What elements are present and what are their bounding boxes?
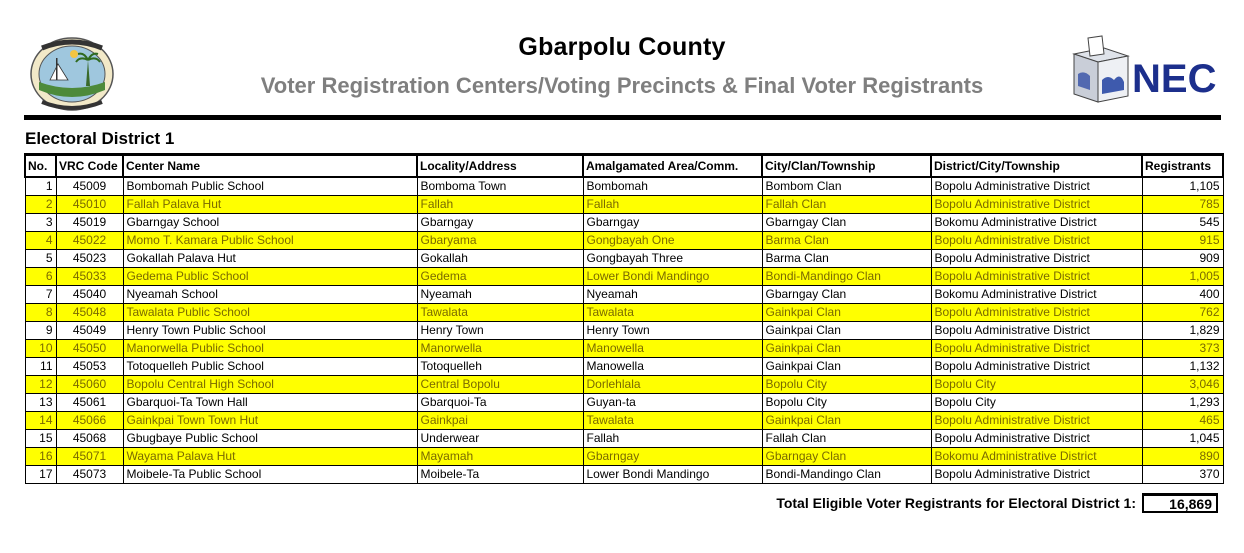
row-registrants: 373: [1142, 340, 1223, 358]
row-amalgamated-area: Fallah: [583, 430, 762, 448]
row-vrc-code: 45073: [56, 466, 123, 484]
row-amalgamated-area: Gbarngay: [583, 448, 762, 466]
col-header-locality: Locality/Address: [417, 155, 583, 178]
row-clan: Gbarngay Clan: [762, 286, 931, 304]
row-clan: Gainkpai Clan: [762, 412, 931, 430]
row-center-name: Bopolu Central High School: [123, 376, 417, 394]
row-registrants: 3,046: [1142, 376, 1223, 394]
row-locality: Gedema: [417, 268, 583, 286]
row-registrants: 1,105: [1142, 177, 1223, 196]
table-row: [25, 448, 1223, 466]
table-row: [25, 232, 1223, 250]
row-district: Bopolu Administrative District: [931, 412, 1142, 430]
col-header-vrc-code: VRC Code: [56, 155, 123, 178]
col-header-amalgamated-area: Amalgamated Area/Comm.: [583, 155, 762, 178]
table-row: [25, 196, 1223, 214]
row-vrc-code: 45049: [56, 322, 123, 340]
row-vrc-code: 45066: [56, 412, 123, 430]
row-center-name: Manorwella Public School: [123, 340, 417, 358]
row-district: Bopolu Administrative District: [931, 322, 1142, 340]
row-center-name: Gedema Public School: [123, 268, 417, 286]
row-clan: Fallah Clan: [762, 430, 931, 448]
table-row: [25, 304, 1223, 322]
row-amalgamated-area: Lower Bondi Mandingo: [583, 466, 762, 484]
col-header-center-name: Center Name: [123, 155, 417, 178]
row-center-name: Fallah Palava Hut: [123, 196, 417, 214]
row-center-name: Henry Town Public School: [123, 322, 417, 340]
row-locality: Gainkpai: [417, 412, 583, 430]
row-registrants: 465: [1142, 412, 1223, 430]
row-locality: Totoquelleh: [417, 358, 583, 376]
row-clan: Fallah Clan: [762, 196, 931, 214]
row-no: 14: [25, 412, 56, 430]
row-amalgamated-area: Gongbayah Three: [583, 250, 762, 268]
table-row: [25, 177, 1223, 196]
row-amalgamated-area: Henry Town: [583, 322, 762, 340]
table-row: [25, 286, 1223, 304]
row-district: Bopolu Administrative District: [931, 358, 1142, 376]
nec-logo: [1068, 34, 1217, 106]
row-clan: Gainkpai Clan: [762, 358, 931, 376]
row-registrants: 1,293: [1142, 394, 1223, 412]
row-amalgamated-area: Gongbayah One: [583, 232, 762, 250]
row-clan: Gbarngay Clan: [762, 448, 931, 466]
row-clan: Barma Clan: [762, 250, 931, 268]
row-locality: Manorwella: [417, 340, 583, 358]
total-label: Total Eligible Voter Registrants for Electoral District 1:: [776, 495, 1136, 511]
row-no: 2: [25, 196, 56, 214]
row-registrants: 370: [1142, 466, 1223, 484]
row-no: 8: [25, 304, 56, 322]
row-amalgamated-area: Tawalata: [583, 304, 762, 322]
row-vrc-code: 45019: [56, 214, 123, 232]
table-row: [25, 376, 1223, 394]
table-row: [25, 412, 1223, 430]
row-amalgamated-area: Nyeamah: [583, 286, 762, 304]
row-locality: Gbaryama: [417, 232, 583, 250]
row-center-name: Gokallah Palava Hut: [123, 250, 417, 268]
row-center-name: Nyeamah School: [123, 286, 417, 304]
row-no: 12: [25, 376, 56, 394]
table-header-row: [25, 155, 1223, 178]
row-district: Bokomu Administrative District: [931, 448, 1142, 466]
row-clan: Bondi-Mandingo Clan: [762, 466, 931, 484]
row-district: Bopolu Administrative District: [931, 196, 1142, 214]
row-registrants: 890: [1142, 448, 1223, 466]
header-divider: [24, 115, 1221, 120]
row-amalgamated-area: Lower Bondi Mandingo: [583, 268, 762, 286]
row-district: Bopolu City: [931, 376, 1142, 394]
row-clan: Bondi-Mandingo Clan: [762, 268, 931, 286]
row-no: 1: [25, 177, 56, 196]
row-registrants: 545: [1142, 214, 1223, 232]
row-clan: Gainkpai Clan: [762, 322, 931, 340]
row-no: 9: [25, 322, 56, 340]
row-district: Bokomu Administrative District: [931, 286, 1142, 304]
row-locality: Central Bopolu: [417, 376, 583, 394]
row-amalgamated-area: Tawalata: [583, 412, 762, 430]
row-center-name: Bombomah Public School: [123, 177, 417, 196]
table-row: [25, 394, 1223, 412]
row-no: 13: [25, 394, 56, 412]
row-vrc-code: 45009: [56, 177, 123, 196]
row-district: Bopolu Administrative District: [931, 232, 1142, 250]
row-no: 7: [25, 286, 56, 304]
row-vrc-code: 45010: [56, 196, 123, 214]
row-registrants: 785: [1142, 196, 1223, 214]
row-amalgamated-area: Fallah: [583, 196, 762, 214]
row-district: Bopolu City: [931, 394, 1142, 412]
row-district: Bopolu Administrative District: [931, 304, 1142, 322]
table-row: [25, 322, 1223, 340]
county-title: Gbarpolu County: [518, 33, 726, 61]
row-locality: Tawalata: [417, 304, 583, 322]
row-center-name: Moibele-Ta Public School: [123, 466, 417, 484]
row-no: 10: [25, 340, 56, 358]
row-locality: Gbarquoi-Ta: [417, 394, 583, 412]
report-subtitle: Voter Registration Centers/Voting Precincts & Final Voter Registrants: [260, 73, 984, 98]
row-center-name: Totoquelleh Public School: [123, 358, 417, 376]
row-center-name: Momo T. Kamara Public School: [123, 232, 417, 250]
row-center-name: Gbugbaye Public School: [123, 430, 417, 448]
row-amalgamated-area: Manowella: [583, 340, 762, 358]
row-locality: Underwear: [417, 430, 583, 448]
row-registrants: 1,005: [1142, 268, 1223, 286]
row-registrants: 1,045: [1142, 430, 1223, 448]
row-center-name: Gbarquoi-Ta Town Hall: [123, 394, 417, 412]
district-title: Electoral District 1: [25, 129, 175, 148]
row-district: Bopolu Administrative District: [931, 268, 1142, 286]
row-no: 16: [25, 448, 56, 466]
row-district: Bopolu Administrative District: [931, 430, 1142, 448]
row-no: 11: [25, 358, 56, 376]
row-district: Bopolu Administrative District: [931, 466, 1142, 484]
row-vrc-code: 45060: [56, 376, 123, 394]
row-locality: Henry Town: [417, 322, 583, 340]
row-amalgamated-area: Bombomah: [583, 177, 762, 196]
row-vrc-code: 45061: [56, 394, 123, 412]
total-value: 16,869: [1142, 493, 1218, 513]
row-registrants: 915: [1142, 232, 1223, 250]
registration-table: [24, 153, 1224, 484]
nec-logo-text: NEC: [1132, 57, 1217, 101]
table-row: [25, 214, 1223, 232]
row-amalgamated-area: Guyan-ta: [583, 394, 762, 412]
row-no: 3: [25, 214, 56, 232]
row-clan: Bopolu City: [762, 376, 931, 394]
row-district: Bokomu Administrative District: [931, 214, 1142, 232]
row-clan: Barma Clan: [762, 232, 931, 250]
row-registrants: 1,132: [1142, 358, 1223, 376]
row-clan: Gainkpai Clan: [762, 340, 931, 358]
row-district: Bopolu Administrative District: [931, 177, 1142, 196]
row-locality: Gokallah: [417, 250, 583, 268]
table-row: [25, 340, 1223, 358]
table-row: [25, 250, 1223, 268]
row-vrc-code: 45040: [56, 286, 123, 304]
row-locality: Gbarngay: [417, 214, 583, 232]
row-registrants: 762: [1142, 304, 1223, 322]
row-center-name: Gainkpai Town Town Hut: [123, 412, 417, 430]
row-locality: Nyeamah: [417, 286, 583, 304]
row-vrc-code: 45068: [56, 430, 123, 448]
row-locality: Moibele-Ta: [417, 466, 583, 484]
row-locality: Fallah: [417, 196, 583, 214]
row-no: 6: [25, 268, 56, 286]
row-no: 4: [25, 232, 56, 250]
row-vrc-code: 45071: [56, 448, 123, 466]
row-no: 5: [25, 250, 56, 268]
row-registrants: 1,829: [1142, 322, 1223, 340]
row-center-name: Wayama Palava Hut: [123, 448, 417, 466]
row-clan: Gainkpai Clan: [762, 304, 931, 322]
col-header-district: District/City/Township: [931, 155, 1142, 178]
row-district: Bopolu Administrative District: [931, 250, 1142, 268]
row-vrc-code: 45050: [56, 340, 123, 358]
row-locality: Bomboma Town: [417, 177, 583, 196]
row-locality: Mayamah: [417, 448, 583, 466]
col-header-no: No.: [25, 155, 56, 178]
row-registrants: 400: [1142, 286, 1223, 304]
table-row: [25, 466, 1223, 484]
col-header-registrants: Registrants: [1142, 155, 1223, 178]
row-clan: Bombom Clan: [762, 177, 931, 196]
row-no: 17: [25, 466, 56, 484]
row-amalgamated-area: Manowella: [583, 358, 762, 376]
row-center-name: Gbarngay School: [123, 214, 417, 232]
row-amalgamated-area: Dorlehlala: [583, 376, 762, 394]
row-vrc-code: 45033: [56, 268, 123, 286]
row-vrc-code: 45022: [56, 232, 123, 250]
row-vrc-code: 45053: [56, 358, 123, 376]
row-no: 15: [25, 430, 56, 448]
row-clan: Gbarngay Clan: [762, 214, 931, 232]
row-center-name: Tawalata Public School: [123, 304, 417, 322]
table-row: [25, 430, 1223, 448]
row-clan: Bopolu City: [762, 394, 931, 412]
table-row: [25, 358, 1223, 376]
row-district: Bopolu Administrative District: [931, 340, 1142, 358]
row-registrants: 909: [1142, 250, 1223, 268]
row-amalgamated-area: Gbarngay: [583, 214, 762, 232]
row-vrc-code: 45048: [56, 304, 123, 322]
col-header-clan: City/Clan/Township: [762, 155, 931, 178]
table-row: [25, 268, 1223, 286]
row-vrc-code: 45023: [56, 250, 123, 268]
